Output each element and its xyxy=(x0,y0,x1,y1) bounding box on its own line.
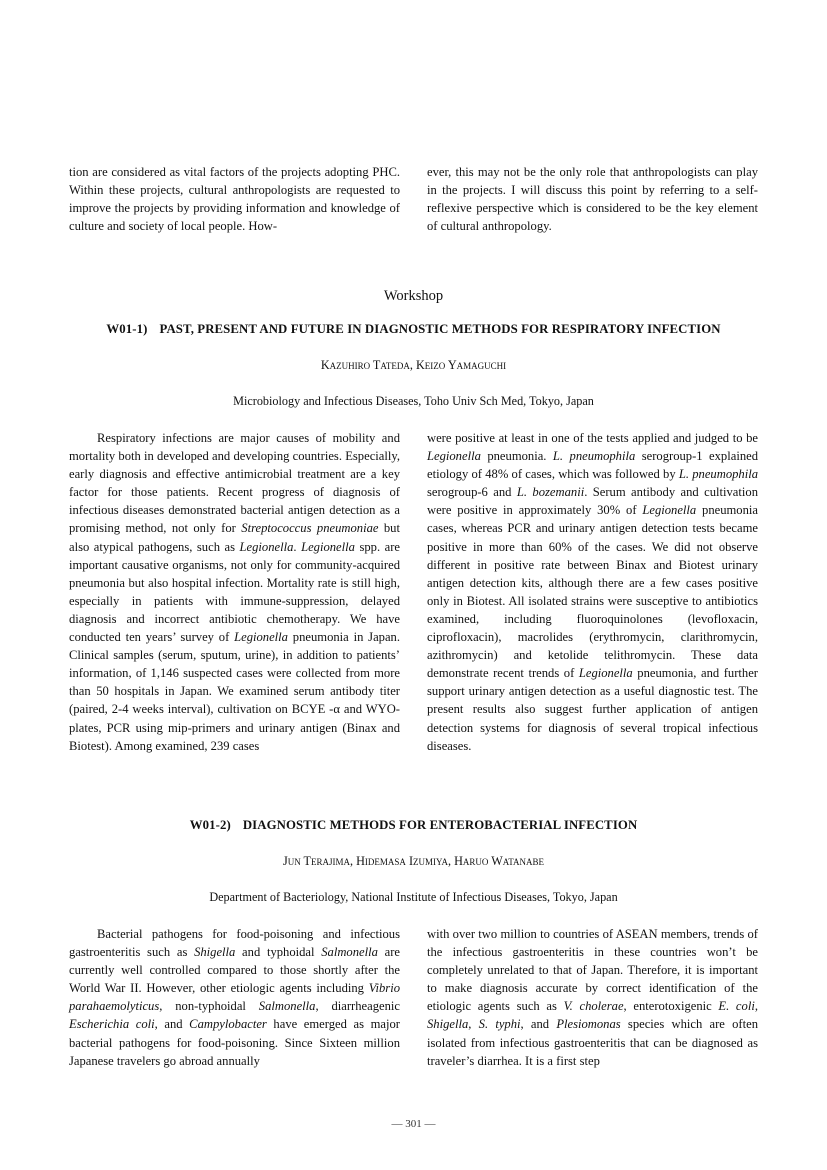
italic-term: V. cholerae xyxy=(563,999,624,1014)
italic-term: E. coli xyxy=(718,999,755,1014)
italic-term: S. typhi xyxy=(478,1017,521,1032)
abstract2-left-text: Bacterial pathogens for food-poisoning and infectious gastroenteritis such as Shigella and typhoidal Salmonella are currently well controlled compared to those shortly after the World War II. However, other etiologic agents including Vibrio parahaemolyticus, non-typhoidal Salmonella, diarrheagenic Escherichia coli, and Campylobacter have emerged as major bacterial pathogens for food-poisoning. Since Sixteen million Japanese travelers go abroad annually xyxy=(69,927,400,1068)
abstract2-title-line xyxy=(0,818,827,833)
italic-term: Shigella xyxy=(194,945,236,960)
top-right-text: ever, this may not be the only role that anthropologists can play in the projects. I will discuss this point by referring to a self-reflexive perspective which is considered to be the key element of cultural anthropology. xyxy=(427,165,758,234)
italic-term: L. pneumophila xyxy=(552,449,636,464)
abstract1-affiliation: Microbiology and Infectious Diseases, Toho Univ Sch Med, Tokyo, Japan xyxy=(233,394,594,408)
italic-term: Salmonella xyxy=(258,999,316,1014)
italic-term: Legionella xyxy=(239,539,294,554)
italic-term: Campylobacter xyxy=(189,1017,267,1032)
top-right-column xyxy=(427,163,758,235)
italic-term: Legionella xyxy=(578,666,633,681)
abstract2-right-text: with over two million to countries of ASEAN members, trends of the infectious gastroenteritis in these countries won’t be completely unrelated to that of Japan. Therefore, it is important to make diagnosis accurate by correct identification of the etiologic agents such as V. cholerae, enterotoxigenic E. coli, Shigella, S. typhi, and Plesiomonas species which are often isolated from infectious gastroenteritis that can be diagnosed as traveler’s diarrhea. It is a first step xyxy=(427,927,758,1068)
italic-term: Legionella xyxy=(301,539,355,554)
abstract1-authors: Kazuhiro Tateda, Keizo Yamaguchi xyxy=(320,358,507,372)
italic-term: Shigella xyxy=(427,1017,469,1032)
abstract2-left-column xyxy=(69,925,400,1070)
italic-term: L. pneumophila xyxy=(678,467,759,482)
abstract2-title: DIAGNOSTIC METHODS FOR ENTEROBACTERIAL INFECTION xyxy=(242,818,638,832)
abstract1-left-column xyxy=(69,429,400,755)
abstract2-affiliation: Department of Bacteriology, National Institute of Infectious Diseases, Tokyo, Japan xyxy=(209,890,618,904)
italic-term: Legionella xyxy=(642,503,697,518)
abstract2-right-column xyxy=(427,925,758,1070)
italic-term: Escherichia coli xyxy=(69,1017,155,1032)
italic-term: Legionella xyxy=(427,449,481,464)
abstract2-code: W01-2) xyxy=(189,818,231,832)
section-title: Workshop xyxy=(383,288,444,304)
abstract2-body xyxy=(69,925,758,1070)
top-left-text: tion are considered as vital factors of the projects adopting PHC. Within these projects, cultural anthropologists are requested to improve the projects by providing information and knowledge of culture and society of local people. How- xyxy=(69,165,400,234)
italic-term: Streptococcus pneumoniae xyxy=(241,521,379,536)
italic-term: Plesiomonas xyxy=(556,1017,621,1032)
abstract1-right-text: were positive at least in one of the tests applied and judged to be Legionella pneumonia. L. pneumophila serogroup-1 explained etiology of 48% of cases, which was followed by L. pneumophila serogroup-6 and L. bozemanii. Serum antibody and cultivation were positive in approximately 30% of Legionella pneumonia cases, whereas PCR and urinary antigen detection tests became positive in more than 60% of the cases. We did not observe different in positive rate between Binax and Biotest urinary antigen detection kits, although there are a few cases positive only in Biotest. All isolated strains were susceptive to antibiotics examined, including fluoroquinolones (levofloxacin, ciprofloxacin), macrolides (erythromycin, clarithromycin, azithromycin) and ketolide telithromycin. These data demonstrate recent trends of Legionella pneumonia, and further support urinary antigen detection as a useful diagnostic test. The present results also suggest further application of antigen detection systems for diagnosis of several tropical infectious diseases. xyxy=(427,431,759,753)
italic-term: Salmonella xyxy=(321,945,378,960)
abstract2-authors: Jun Terajima, Hidemasa Izumiya, Haruo Watanabe xyxy=(282,854,545,868)
abstract1-left-text: Respiratory infections are major causes of mobility and mortality both in developed and developing countries. Especially, early diagnosis and effective antimicrobial treatment are a key factor for those patients. Recent progress of diagnosis of infectious diseases demonstrated bacterial antigen detection as a promising method, not only for Streptococcus pneumoniae but also atypical pathogens, such as Legionella. Legionella spp. are important causative organisms, not only for community-acquired pneumonia but also hospital infection. Mortality rate is still high, especially in patients with immune-suppression, delayed diagnosis and incorrect antibiotic chemotherapy. We have conducted ten years’ survey of Legionella pneumonia in Japan. Clinical samples (serum, sputum, urine), in addition to patients’ information, of 1,146 suspected cases were collected from more than 50 hospitals in Japan. We examined serum antibody titer (paired, 2-4 weeks interval), cultivation on BCYE -α and WYO-plates, PCR using mip-primers and urinary antigen (Binax and Biotest). Among examined, 239 cases xyxy=(69,431,400,753)
italic-term: Vibrio parahaemolyticus xyxy=(69,981,400,1014)
italic-term: L. bozemanii xyxy=(516,485,585,500)
abstract1-title-line xyxy=(0,322,827,337)
top-left-column xyxy=(69,163,400,235)
page-number: — 301 — xyxy=(391,1118,436,1130)
top-continuation xyxy=(69,163,758,235)
abstract1-right-column xyxy=(427,429,758,755)
abstract1-body xyxy=(69,429,758,755)
abstract1-code: W01-1) xyxy=(106,322,148,336)
abstract1-title: PAST, PRESENT AND FUTURE IN DIAGNOSTIC METHODS FOR RESPIRATORY INFECTION xyxy=(159,322,721,336)
italic-term: Legionella xyxy=(234,630,288,645)
